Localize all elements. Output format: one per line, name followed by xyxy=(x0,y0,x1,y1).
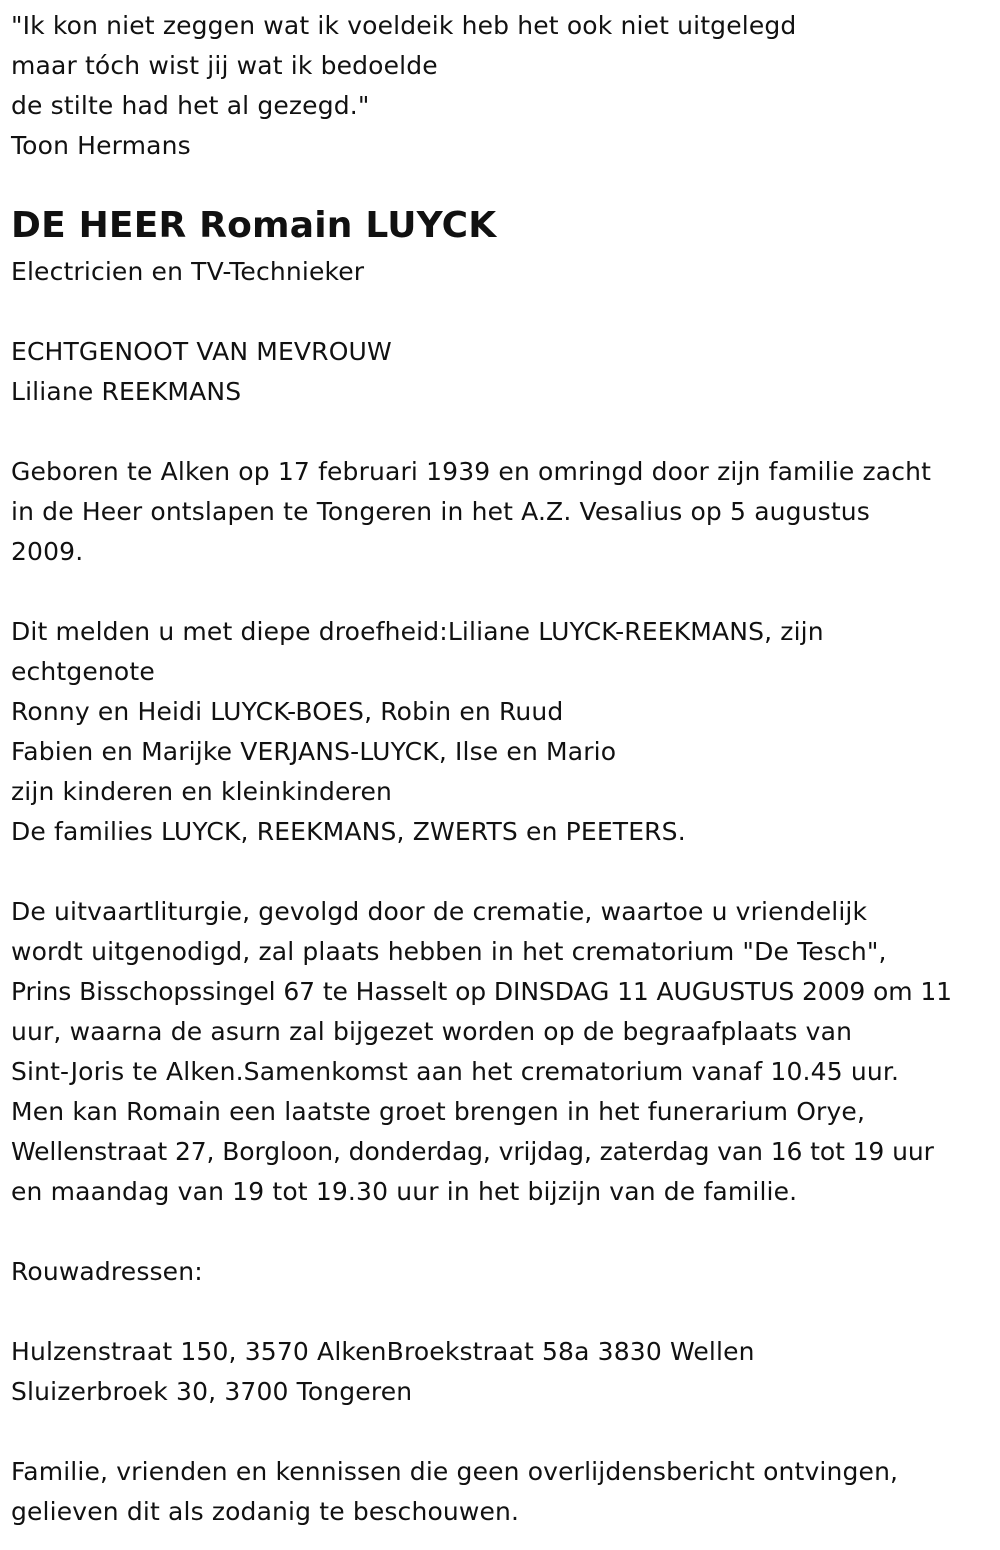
funeral-line: Prins Bisschopssingel 67 te Hasselt op DINSDAG 11 AUGUSTUS 2009 om 11 xyxy=(11,977,952,1006)
birth-death-line: 2009. xyxy=(11,537,84,566)
addresses-block xyxy=(11,1252,988,1292)
spouse-name: Liliane REEKMANS xyxy=(11,377,242,406)
birth-death-line: in de Heer ontslapen te Tongeren in het A.Z. Vesalius op 5 augustus xyxy=(11,497,870,526)
closing-line: gelieven dit als zodanig te beschouwen. xyxy=(11,1497,520,1526)
funeral-line: Men kan Romain een laatste groet brengen in het funerarium Orye, xyxy=(11,1097,866,1126)
funeral-line: Sint-Joris te Alken.Samenkomst aan het crematorium vanaf 10.45 uur. xyxy=(11,1057,900,1086)
birth-death-line: Geboren te Alken op 17 februari 1939 en omringd door zijn familie zacht xyxy=(11,457,932,486)
quote-author: Toon Hermans xyxy=(11,131,191,160)
closing-line: Familie, vrienden en kennissen die geen overlijdensbericht ontvingen, xyxy=(11,1457,899,1486)
quote-line: "Ik kon niet zeggen wat ik voeldeik heb het ook niet uitgelegd xyxy=(11,11,797,40)
funeral-line: wordt uitgenodigd, zal plaats hebben in het crematorium "De Tesch", xyxy=(11,937,887,966)
address-line: Hulzenstraat 150, 3570 AlkenBroekstraat 58a 3830 Wellen xyxy=(11,1337,755,1366)
quote-line: de stilte had het al gezegd." xyxy=(11,91,370,120)
deceased-profession: Electricien en TV-Technieker xyxy=(11,257,365,286)
spouse-label: ECHTGENOOT VAN MEVROUW xyxy=(11,337,392,366)
addresses-list xyxy=(11,1332,988,1412)
quote-block xyxy=(11,6,988,166)
family-line: zijn kinderen en kleinkinderen xyxy=(11,777,392,806)
spouse-block xyxy=(11,332,988,412)
family-line: De families LUYCK, REEKMANS, ZWERTS en PEETERS. xyxy=(11,817,686,846)
funeral-line: De uitvaartliturgie, gevolgd door de crematie, waartoe u vriendelijk xyxy=(11,897,868,926)
addresses-label: Rouwadressen: xyxy=(11,1257,203,1286)
family-line: Dit melden u met diepe droefheid:Liliane LUYCK-REEKMANS, zijn xyxy=(11,617,824,646)
closing-block xyxy=(11,1452,988,1532)
funeral-line: Wellenstraat 27, Borgloon, donderdag, vrijdag, zaterdag van 16 tot 19 uur xyxy=(11,1137,934,1166)
family-block xyxy=(11,612,988,852)
quote-line: maar tóch wist jij wat ik bedoelde xyxy=(11,51,438,80)
funeral-block xyxy=(11,892,988,1212)
family-line: Ronny en Heidi LUYCK-BOES, Robin en Ruud xyxy=(11,697,564,726)
funeral-line: uur, waarna de asurn zal bijgezet worden op de begraafplaats van xyxy=(11,1017,853,1046)
funeral-line: en maandag van 19 tot 19.30 uur in het bijzijn van de familie. xyxy=(11,1177,798,1206)
family-line: echtgenote xyxy=(11,657,155,686)
deceased-name: DE HEER Romain LUYCK xyxy=(11,205,497,246)
family-line: Fabien en Marijke VERJANS-LUYCK, Ilse en Mario xyxy=(11,737,617,766)
address-line: Sluizerbroek 30, 3700 Tongeren xyxy=(11,1377,413,1406)
birth-death-block xyxy=(11,452,988,572)
